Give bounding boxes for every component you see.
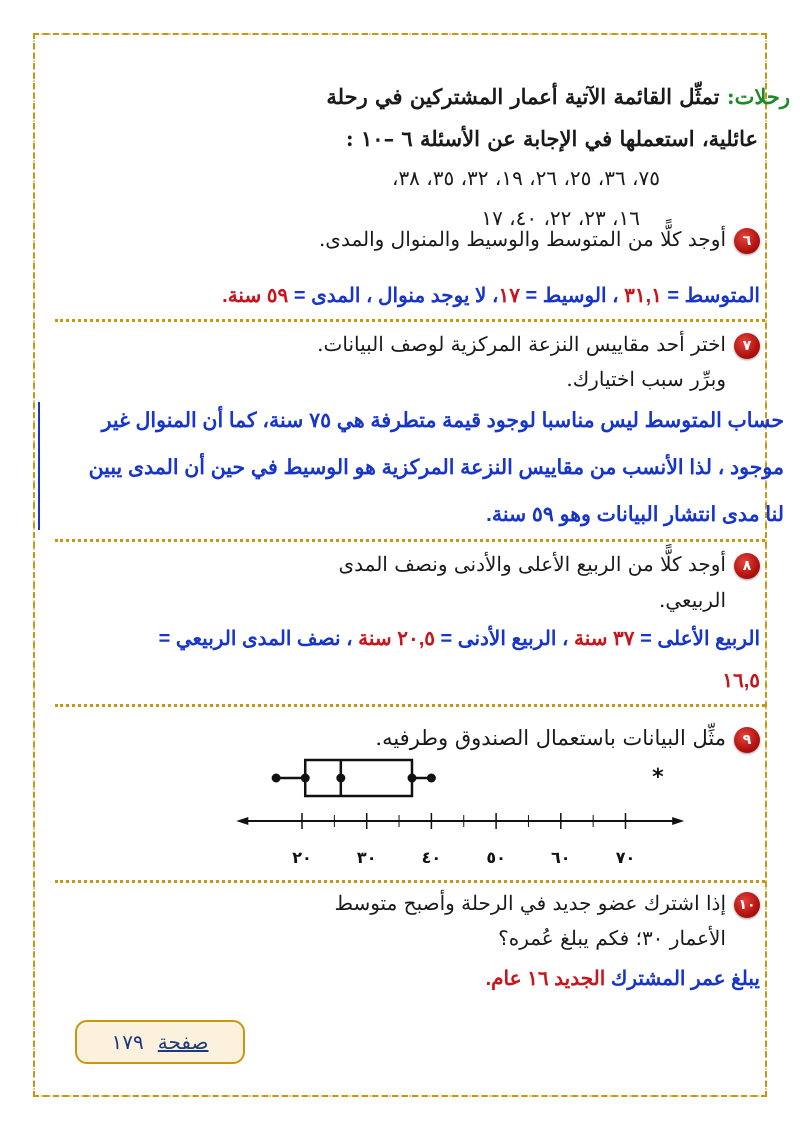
intro-data-line-2: ١٦، ٢٣، ٢٢، ٤٠، ١٧	[481, 206, 640, 230]
min-point	[272, 774, 281, 783]
question-7-answer-line-2: موجود ، لذا الأنسب من مقاييس النزعة المركزية هو الوسيط في حين أن المدى يبين	[88, 456, 784, 479]
question-number-icon: ٩	[734, 727, 760, 753]
q3-point	[407, 774, 416, 783]
separator	[55, 704, 765, 707]
upper-quartile-value: ٣٧ سنة	[573, 628, 635, 650]
question-8	[339, 552, 761, 579]
question-10	[334, 891, 760, 918]
page-number-badge	[75, 1020, 245, 1064]
iqr-label: ، نصف المدى الربيعي =	[158, 628, 359, 650]
question-number-icon: ٧	[734, 333, 760, 359]
intro-label: رحلات:	[726, 84, 790, 109]
upper-quartile-label: الربيع الأعلى =	[634, 628, 760, 650]
intro-line-2: عائلية، استعملها في الإجابة عن الأسئلة ٦ –١٠ :	[345, 126, 758, 151]
question-10-prompt-1: إذا اشترك عضو جديد في الرحلة وأصبح متوسط	[334, 891, 726, 915]
lower-quartile-label: ، الربيع الأدنى =	[435, 628, 574, 650]
question-8-answer	[159, 626, 760, 651]
right-arrow-icon	[672, 817, 684, 825]
answer-margin-bar	[38, 402, 40, 530]
median-label: ، الوسيط =	[519, 285, 625, 307]
question-number-icon: ٨	[734, 553, 760, 579]
question-7-prompt-2: وبرِّر سبب اختيارك.	[566, 367, 726, 391]
question-6-prompt: أوجد كلًّا من المتوسط والوسيط والمنوال والمدى.	[318, 227, 726, 251]
answer-part-2: الجديد ١٦ عام.	[485, 968, 606, 990]
q1-point	[301, 774, 310, 783]
question-6-answer	[222, 283, 760, 308]
question-6	[319, 227, 760, 254]
median-value: ١٧	[498, 285, 520, 307]
page-word: صفحة	[157, 1030, 209, 1054]
question-7-answer-line-3: لنا مدى انتشار البيانات وهو ٥٩ سنة.	[486, 503, 784, 526]
intro-text-1: تمثِّل القائمة الآتية أعمار المشتركين في رحلة	[326, 84, 727, 109]
question-8-prompt-2: الربيعي.	[659, 588, 726, 612]
question-7	[317, 332, 760, 359]
left-arrow-icon	[236, 817, 248, 825]
tick-label: ٣٠	[356, 848, 377, 867]
iqr-value: ١٦,٥	[722, 670, 760, 692]
max-point	[427, 774, 436, 783]
outlier-marker: *	[652, 765, 664, 790]
answer-part-1: يبلغ عمر المشترك	[605, 968, 760, 990]
intro-line-1	[326, 84, 790, 109]
intro-data-line-1: ٧٥، ٣٦، ٢٥، ٢٦، ١٩، ٣٢، ٣٥، ٣٨،	[391, 166, 660, 190]
question-number-icon: ٦	[734, 228, 760, 254]
tick-label: ٢٠	[292, 848, 312, 867]
question-7-prompt-1: اختر أحد مقاييس النزعة المركزية لوصف البيانات.	[317, 332, 726, 356]
page-number: ١٧٩	[111, 1030, 144, 1054]
tick-label: ٦٠	[551, 848, 571, 867]
question-7-answer-line-1: حساب المتوسط ليس مناسبا لوجود قيمة متطرفة هي ٧٥ سنة، كما أن المنوال غير	[101, 409, 784, 432]
separator	[55, 880, 765, 883]
lower-quartile-value: ٢٠,٥ سنة	[358, 628, 435, 650]
mean-label: المتوسط =	[661, 285, 760, 307]
separator	[55, 319, 765, 322]
tick-label: ٤٠	[421, 848, 442, 867]
question-number-icon: ١٠	[734, 892, 760, 918]
range-value: ٥٩ سنة.	[222, 285, 289, 307]
question-9-prompt: مثِّل البيانات باستعمال الصندوق وطرفيه.	[375, 726, 726, 750]
question-10-prompt-2: الأعمار ٣٠؛ فكم يبلغ عُمره؟	[498, 926, 726, 950]
mean-value: ٣١,١	[624, 285, 662, 307]
mode-text: ، لا يوجد منوال ، المدى =	[288, 285, 499, 307]
tick-label: ٧٠	[615, 848, 636, 867]
question-8-prompt-1: أوجد كلًّا من الربيع الأعلى والأدنى ونصف المدى	[338, 552, 726, 576]
median-point	[336, 774, 345, 783]
tick-label: ٥٠	[486, 848, 506, 867]
iqr-box	[305, 760, 412, 796]
separator	[55, 539, 765, 542]
box-plot-chart	[0, 740, 800, 880]
question-10-answer	[486, 966, 760, 991]
